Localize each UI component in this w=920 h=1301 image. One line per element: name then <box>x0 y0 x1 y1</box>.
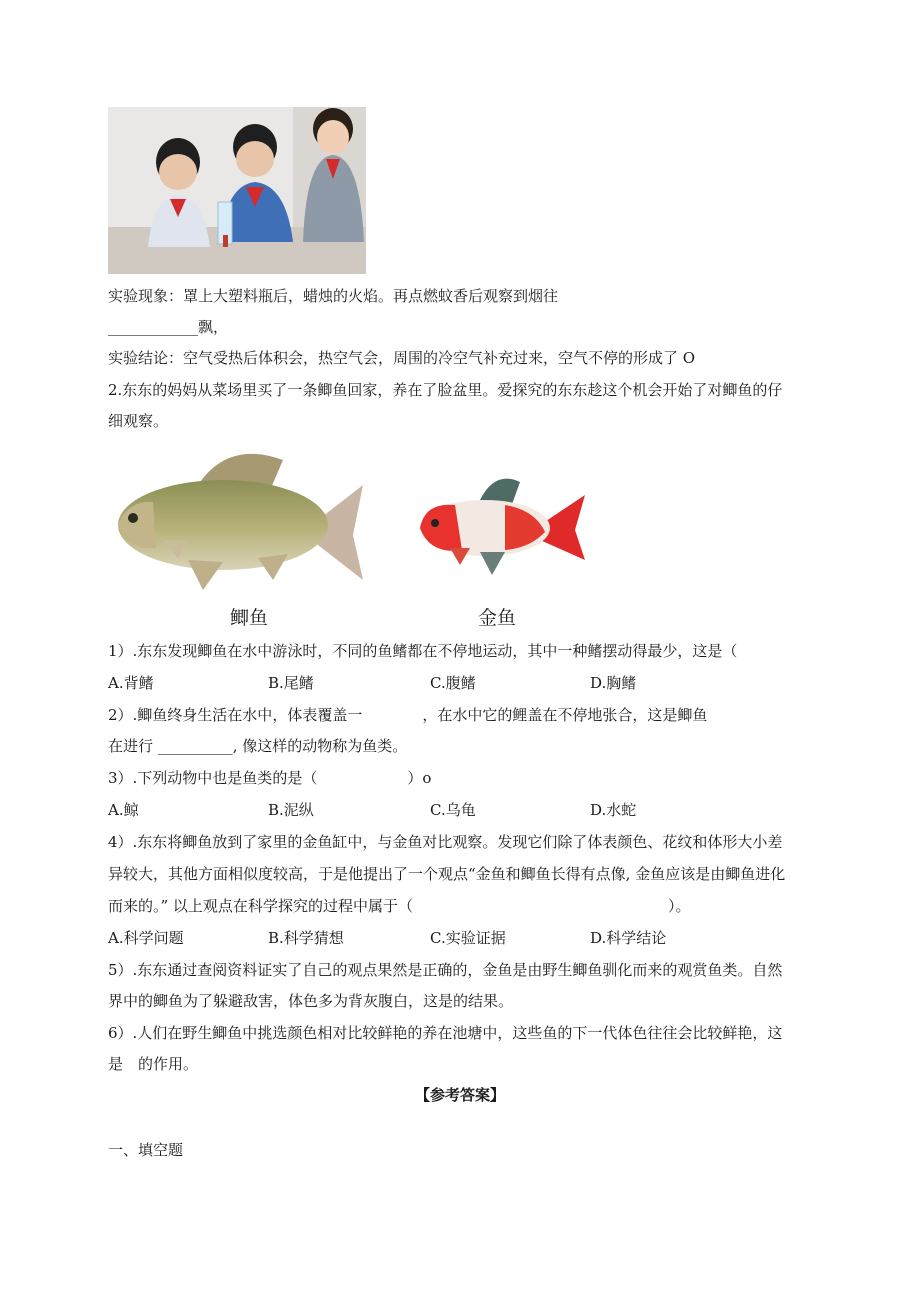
q2-intro-line-1: 2.东东的妈妈从菜场里买了一条鲫鱼回家，养在了脸盆里。爱探究的东东趁这个机会开始了对鲫鱼的仔 <box>108 381 783 399</box>
option-c[interactable]: C.乌龟 <box>430 801 476 819</box>
crucian-carp-image <box>108 440 368 598</box>
experiment-phenomenon-line-1: 实验现象：罩上大塑料瓶后，蜡烛的火焰。再点燃蚊香后观察到烟往 <box>108 287 559 305</box>
option-b[interactable]: B.尾鳍 <box>268 674 314 692</box>
q2-item-5-line-1: 5）.东东通过查阅资料证实了自己的观点果然是正确的，金鱼是由野生鲫鱼驯化而来的观赏鱼类。自然 <box>108 961 783 979</box>
experiment-conclusion: 实验结论：空气受热后体积会，热空气会，周围的冷空气补充过来，空气不停的形成了 O <box>108 349 696 367</box>
q2-item-1-stem: 1）.东东发现鲫鱼在水中游泳时，不同的鱼鳍都在不停地运动，其中一种鳍摆动得最少，这是（ <box>108 642 738 660</box>
answers-heading: 【参考答案】 <box>414 1086 505 1104</box>
q2-item-2-line-1: 2）.鲫鱼终身生活在水中，体表覆盖一 ，在水中它的鲤盖在不停地张合，这是鲫鱼 <box>108 706 708 724</box>
option-d[interactable]: D.水蛇 <box>590 801 637 819</box>
children-experiment-photo <box>108 107 366 274</box>
experiment-phenomenon-line-2: ____________飘， <box>108 318 229 336</box>
option-c[interactable]: C.实验证据 <box>430 929 506 947</box>
q2-intro-line-2: 细观察。 <box>108 412 169 430</box>
option-d[interactable]: D.胸鳍 <box>590 674 637 692</box>
goldfish-caption: 金鱼 <box>478 607 517 629</box>
option-b[interactable]: B.科学猜想 <box>268 929 344 947</box>
q2-item-4-line-1: 4）.东东将鲫鱼放到了家里的金鱼缸中，与金鱼对比观察。发现它们除了体表颜色、花纹和体形大小差 <box>108 833 783 851</box>
q2-item-5-line-2: 界中的鲫鱼为了躲避敌害，体色多为背灰腹白，这是的结果。 <box>108 992 514 1010</box>
q2-item-3-stem: 3）.下列动物中也是鱼类的是（ ）o <box>108 769 432 787</box>
q2-item-6-line-1: 6）.人们在野生鲫鱼中挑选颜色相对比较鲜艳的养在池塘中，这些鱼的下一代体色往往会比较鲜艳，这 <box>108 1024 783 1042</box>
option-c[interactable]: C.腹鳍 <box>430 674 476 692</box>
option-a[interactable]: A.科学问题 <box>108 929 184 947</box>
q2-item-4-line-2: 异较大，其他方面相似度较高，于是他提出了一个观点“金鱼和鲫鱼长得有点像, 金鱼应该是由鲫鱼进化 <box>108 865 786 883</box>
option-a[interactable]: A.鲸 <box>108 801 139 819</box>
q2-item-6-line-2: 是 的作用。 <box>108 1055 199 1073</box>
q2-item-2-line-2: 在进行 __________, 像这样的动物称为鱼类。 <box>108 737 408 755</box>
carp-caption: 鲫鱼 <box>230 607 269 629</box>
goldfish-image <box>410 470 590 580</box>
option-a[interactable]: A.背鳍 <box>108 674 154 692</box>
option-b[interactable]: B.泥纵 <box>268 801 314 819</box>
answers-section-title: 一、填空题 <box>108 1141 184 1159</box>
option-d[interactable]: D.科学结论 <box>590 929 667 947</box>
q2-item-4-line-3: 而来的。” 以上观点在科学探究的过程中属于（ ）。 <box>108 897 691 915</box>
